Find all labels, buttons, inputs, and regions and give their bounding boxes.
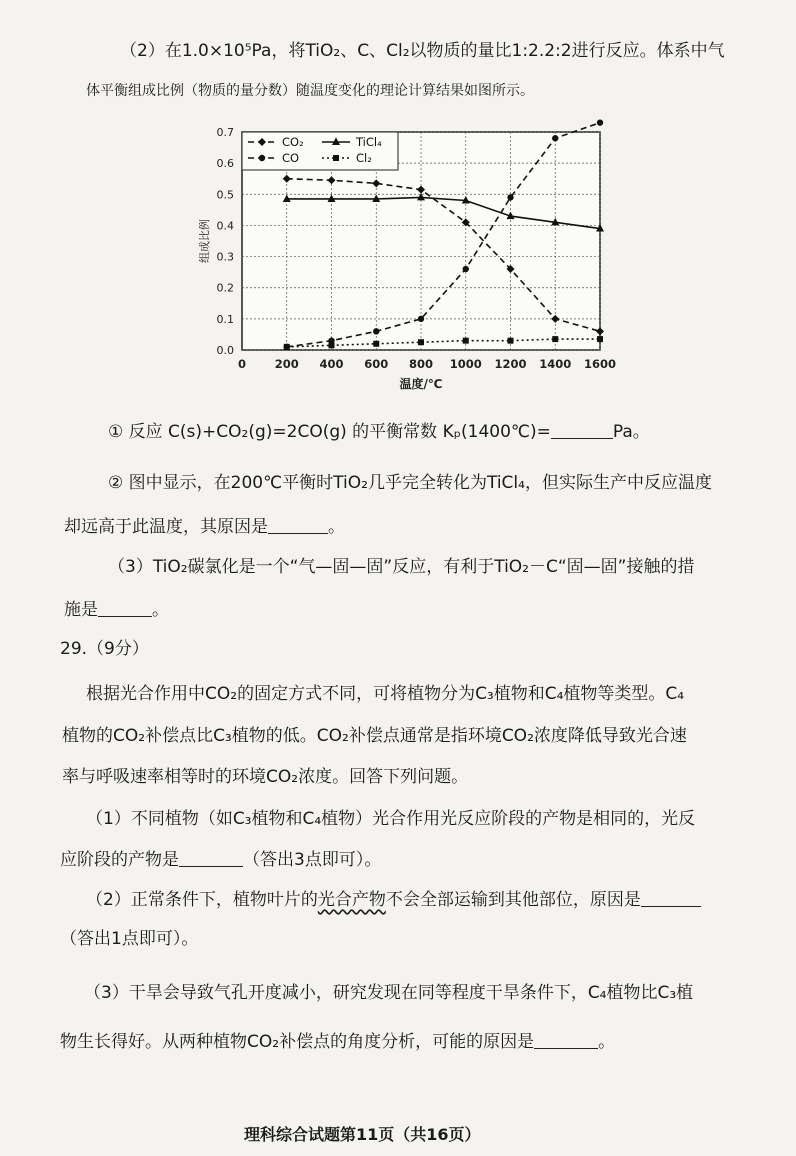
q28-sub1 — [108, 420, 650, 443]
q29-intro-line3: 率与呼吸速率相等时的环境CO₂浓度。回答下列问题。 — [62, 767, 469, 787]
data-point-cl2 — [284, 344, 290, 350]
data-point-cl2 — [373, 341, 379, 347]
q29-p2-underlined: 光合产物 — [317, 890, 386, 910]
y-tick-label: 0.0 — [216, 344, 234, 357]
legend-marker-cl2 — [333, 155, 339, 161]
q28-sub2-end: 。 — [328, 517, 345, 537]
data-point-cl2 — [329, 342, 335, 348]
y-tick-label: 0.2 — [216, 281, 234, 295]
y-tick-label: 0.6 — [216, 157, 234, 171]
data-point-co — [373, 328, 379, 334]
q29-p3-text: 物生长得好。从两种植物CO₂补偿点的角度分析，可能的原因是 — [60, 1032, 535, 1052]
q29-intro-line1: 根据光合作用中CO₂的固定方式不同，可将植物分为C₃植物和C₄植物等类型。C₄ — [86, 684, 685, 704]
q29-p1-line2 — [60, 848, 381, 871]
data-point-co — [463, 266, 469, 272]
page-footer: 理科综合试题第11页（共16页） — [244, 1125, 481, 1144]
q29-p2-line1 — [86, 888, 701, 911]
q28-part3-line1: （3）TiO₂碳氯化是一个“气—固—固”反应，有利于TiO₂－C“固—固”接触的措 — [108, 557, 695, 577]
q29-p3-end: 。 — [598, 1032, 616, 1052]
legend-label-co: CO — [282, 151, 300, 165]
q29-number: 29.（9分） — [60, 639, 149, 659]
x-tick-label: 200 — [274, 357, 299, 371]
q28-part3-end: 。 — [152, 600, 169, 620]
y-tick-label: 0.3 — [216, 250, 234, 264]
answer-blank[interactable] — [641, 888, 701, 907]
data-point-cl2 — [552, 336, 558, 342]
x-tick-label: 400 — [319, 357, 344, 371]
q29-p2-line2: （答出1点即可）。 — [60, 929, 199, 949]
equilibrium-composition-chart — [188, 118, 617, 408]
answer-blank[interactable] — [98, 598, 152, 617]
legend-label-co2: CO₂ — [282, 135, 304, 149]
q28-part3-text: 施是 — [64, 600, 98, 620]
data-point-co — [418, 316, 424, 322]
q28-sub1-prefix: ① 反应 C(s)+CO₂(g)=2CO(g) 的平衡常数 Kₚ(1400℃)= — [108, 422, 551, 442]
q29-p1-line1: （1）不同植物（如C₃植物和C₄植物）光合作用光反应阶段的产物是相同的，光反 — [86, 809, 696, 829]
answer-blank[interactable] — [534, 1030, 598, 1049]
q28-sub2-line1: ② 图中显示，在200℃平衡时TiO₂几乎完全转化为TiCl₄，但实际生产中反应温度 — [108, 473, 712, 493]
q29-p3-line1: （3）干旱会导致气孔开度减小，研究发现在同等程度干旱条件下，C₄植物比C₃植 — [84, 983, 694, 1003]
y-axis-label: 组成比例 — [198, 219, 211, 263]
x-tick-label: 1000 — [449, 357, 482, 371]
q29-p2-text-b: 不会全部运输到其他部位，原因是 — [385, 890, 641, 910]
data-point-co — [507, 194, 513, 200]
legend-marker-co — [259, 155, 265, 161]
y-tick-label: 0.4 — [216, 219, 234, 233]
data-point-co — [552, 135, 558, 141]
data-point-cl2 — [463, 338, 469, 344]
q28-part2-line2: 体平衡组成比例（物质的量分数）随温度变化的理论计算结果如图所示。 — [86, 83, 534, 99]
q28-sub1-suffix: Pa。 — [612, 422, 650, 442]
x-axis-label: 温度/℃ — [399, 377, 443, 391]
x-tick-label: 600 — [364, 357, 389, 371]
legend-label-cl2: Cl₂ — [356, 151, 372, 165]
x-tick-label: 1600 — [583, 357, 617, 371]
y-tick-label: 0.5 — [216, 188, 234, 202]
answer-blank[interactable] — [268, 515, 328, 534]
data-point-cl2 — [418, 339, 424, 345]
x-tick-label: 0 — [237, 357, 247, 371]
x-tick-label: 1400 — [539, 357, 572, 371]
x-tick-label: 1200 — [494, 357, 527, 371]
q28-part2-line1: （2）在1.0×10⁵Pa，将TiO₂、C、Cl₂以物质的量比1:2.2:2进行反应。体系中气 — [120, 41, 725, 61]
answer-blank[interactable] — [179, 848, 243, 867]
data-point-cl2 — [597, 336, 603, 342]
q28-sub2-text: 却远高于此温度，其原因是 — [64, 517, 268, 537]
q29-intro-line2: 植物的CO₂补偿点比C₃植物的低。CO₂补偿点通常是指环境CO₂浓度降低导致光合速 — [62, 726, 687, 746]
q29-p1-end: （答出3点即可）。 — [243, 850, 382, 870]
x-tick-label: 800 — [408, 357, 434, 371]
q29-p1-text: 应阶段的产物是 — [60, 850, 179, 870]
y-tick-label: 0.1 — [216, 312, 234, 326]
q28-sub2-line2 — [64, 515, 345, 538]
legend-label-ticl4: TiCl₄ — [356, 135, 382, 149]
q29-p3-line2 — [60, 1030, 615, 1053]
data-point-cl2 — [508, 338, 514, 344]
data-point-co — [597, 119, 603, 125]
y-tick-label: 0.7 — [216, 126, 234, 139]
answer-blank[interactable] — [551, 420, 613, 439]
q29-p2-text-a: （2）正常条件下，植物叶片的 — [86, 890, 318, 910]
q28-part3-line2 — [64, 598, 169, 621]
